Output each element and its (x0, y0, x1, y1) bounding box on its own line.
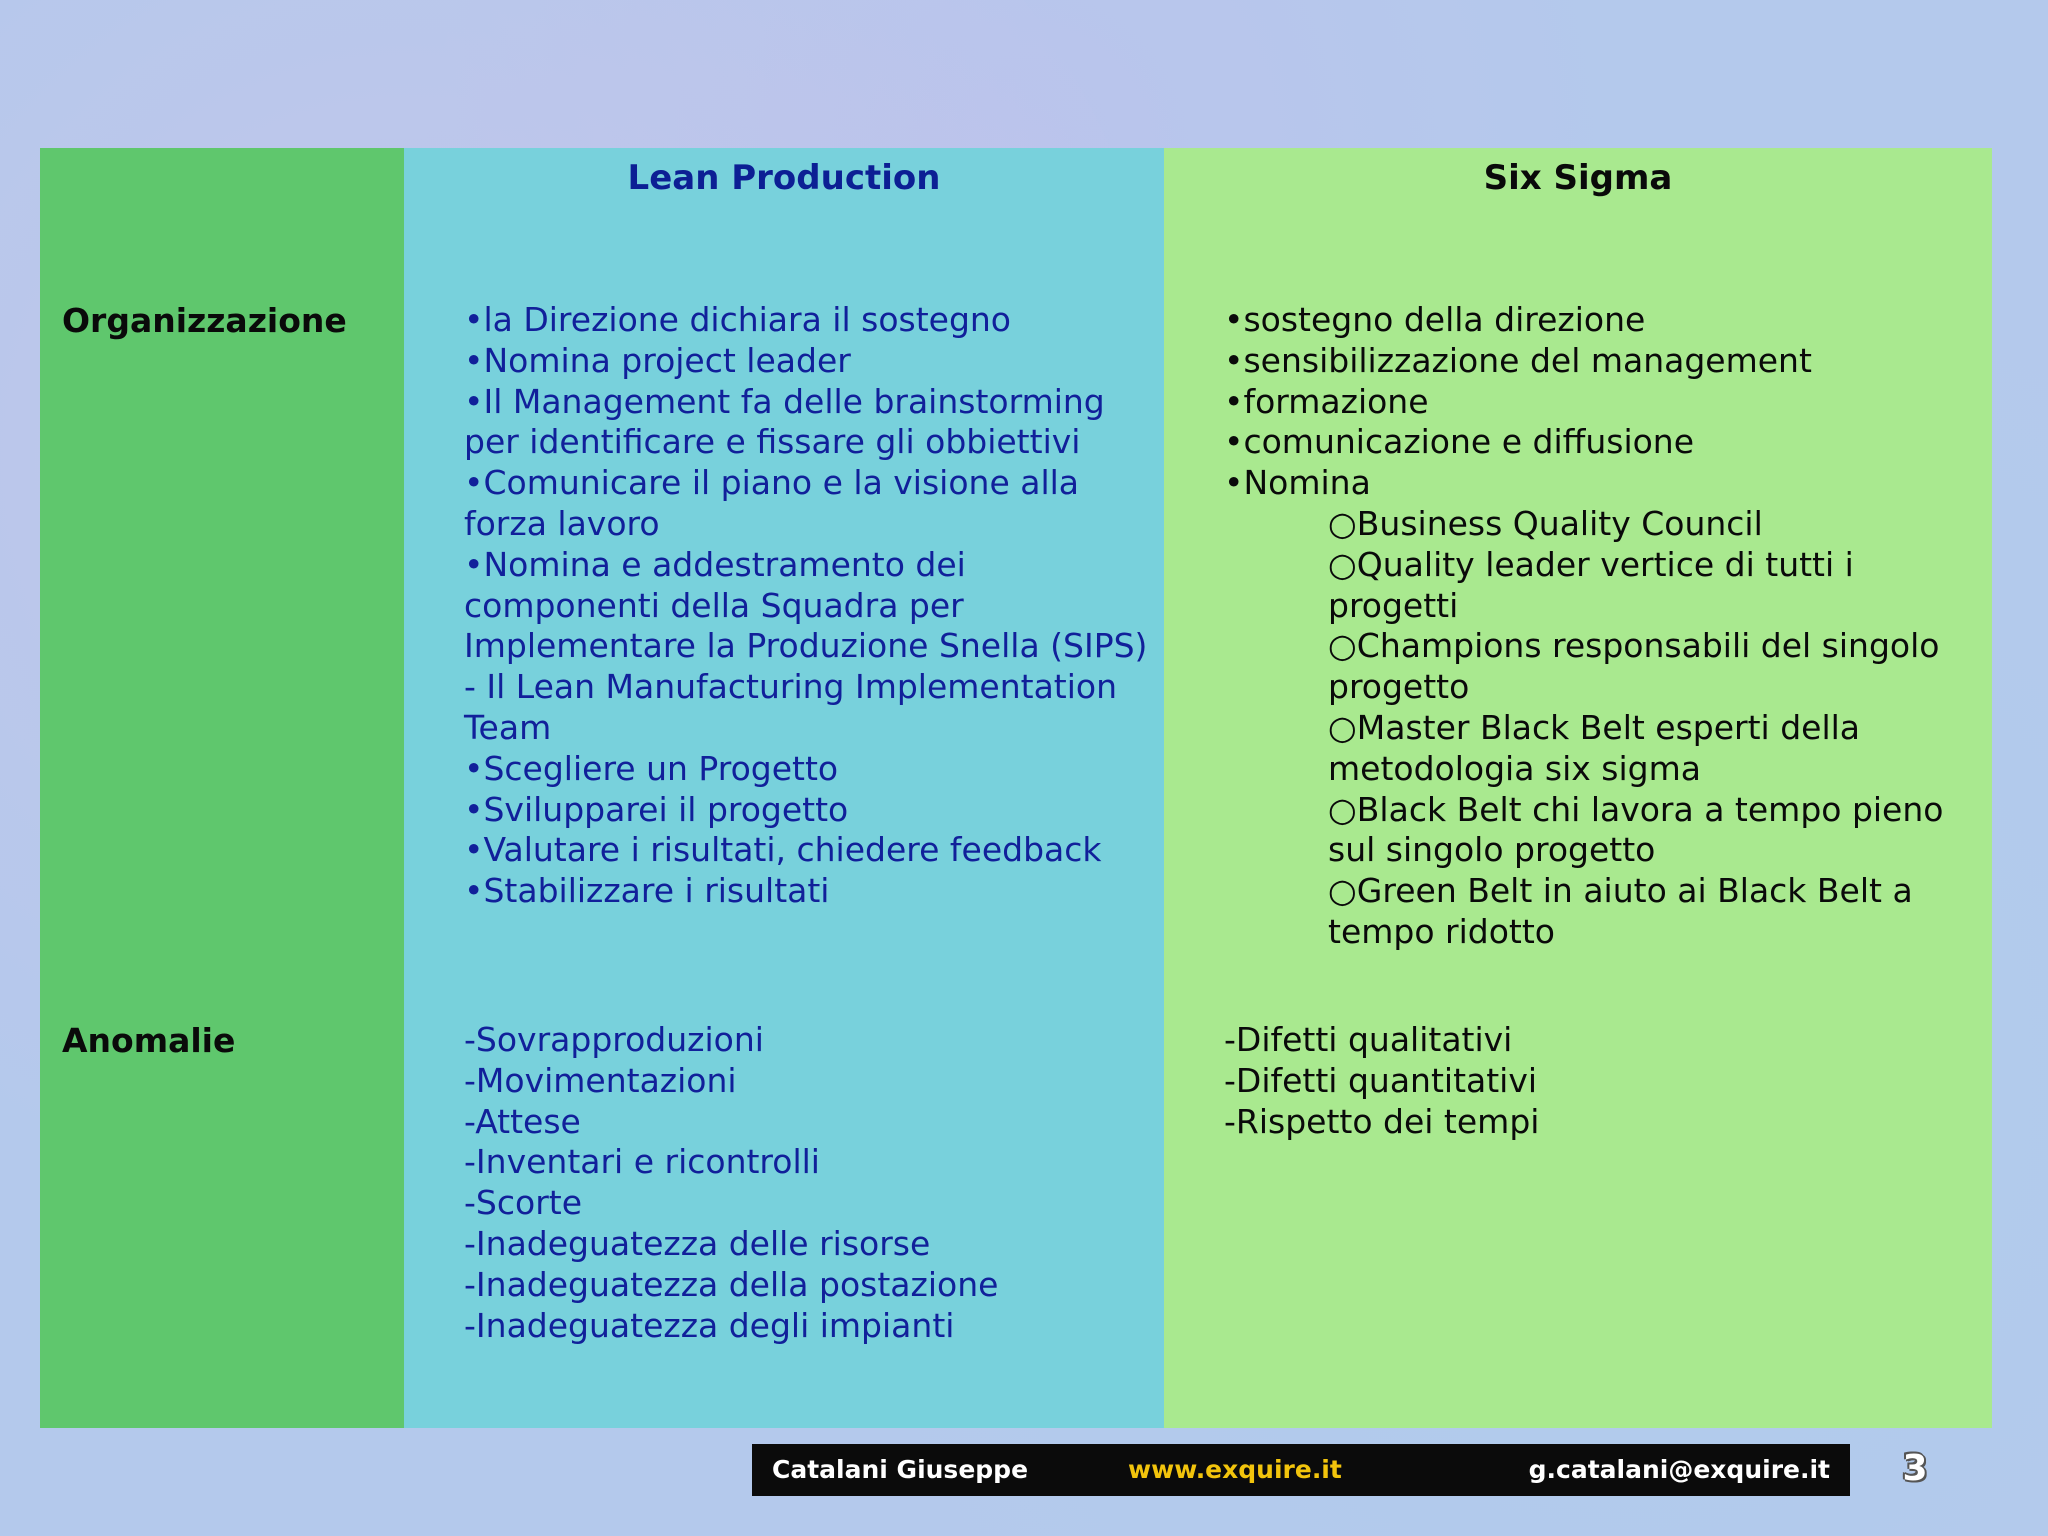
six-anomalie-list (1224, 1020, 1992, 1142)
bullet-icon: • (1224, 381, 1244, 421)
list-item: -Scorte (464, 1183, 583, 1223)
list-item: -Difetti quantitativi (1224, 1060, 1538, 1100)
bullet-icon: • (464, 381, 484, 421)
list-item: -Difetti qualitativi (1224, 1020, 1513, 1059)
bullet-icon: • (464, 871, 484, 911)
list-item: •sensibilizzazione del management (1224, 340, 1812, 380)
bullet-icon: • (464, 830, 484, 870)
bullet-icon: • (1224, 463, 1244, 503)
six-organizzazione-list (1224, 300, 1992, 953)
list-item: •la Direzione dichiara il sostegno (464, 300, 1012, 339)
list-item: •Nomina (1224, 463, 1371, 503)
six-sigma-column (1164, 148, 1992, 1428)
list-item: •comunicazione e diffusione (1224, 422, 1695, 462)
list-item: •Valutare i risultati, chiedere feedback (464, 830, 1102, 870)
bullet-icon: • (1224, 300, 1244, 339)
bullet-icon: • (464, 748, 484, 788)
lean-production-column (404, 148, 1164, 1428)
bullet-icon: • (1224, 340, 1244, 380)
footer-email-link[interactable]: g.catalani@exquire.it (1528, 1455, 1830, 1484)
circle-bullet-icon: ○ (1328, 544, 1357, 584)
circle-bullet-icon: ○ (1328, 503, 1357, 543)
list-item: -Rispetto dei tempi (1224, 1101, 1540, 1141)
list-item: -Sovrapproduzioni (464, 1020, 764, 1059)
list-item: •formazione (1224, 381, 1429, 421)
list-item: •Nomina project leader (464, 340, 851, 380)
lean-anomalie-list (464, 1020, 1164, 1346)
circle-bullet-icon: ○ (1328, 707, 1357, 747)
list-item: -Inadeguatezza degli impianti (464, 1305, 955, 1345)
circle-bullet-icon: ○ (1328, 789, 1357, 829)
footer-author-name: Catalani Giuseppe (772, 1455, 1029, 1484)
row-label-anomalie: Anomalie (62, 1021, 236, 1060)
list-item: •Stabilizzare i risultati (464, 871, 830, 911)
row-label-column (40, 148, 404, 1428)
bullet-icon: • (464, 544, 484, 584)
footer-bar (752, 1444, 1850, 1496)
sub-list-item: ○Business Quality Council (1328, 503, 1763, 543)
list-item: -Inadeguatezza della postazione (464, 1264, 999, 1304)
page-number: 3 (1902, 1448, 1928, 1489)
bullet-icon: • (464, 463, 484, 503)
list-item: •Il Management fa delle brainstorming per identificare e fissare gli obbiettivi (464, 381, 1105, 462)
bullet-icon: • (464, 300, 484, 339)
list-item: -Movimentazioni (464, 1060, 737, 1100)
sub-list-item: ○Master Black Belt esperti della metodologia six sigma (1328, 707, 1861, 788)
circle-bullet-icon: ○ (1328, 871, 1357, 911)
bullet-icon: • (464, 789, 484, 829)
list-item: -Inadeguatezza delle risorse (464, 1223, 931, 1263)
sub-list-item: ○Quality leader vertice di tutti i progetti (1328, 544, 1854, 625)
row-label-organizzazione: Organizzazione (62, 301, 347, 340)
bullet-icon: • (1224, 422, 1244, 462)
sub-list-item: ○Green Belt in aiuto ai Black Belt a tempo ridotto (1328, 871, 1913, 951)
six-sigma-header: Six Sigma (1483, 158, 1673, 198)
lean-organizzazione-list (464, 300, 1164, 912)
footer-website-link[interactable]: www.exquire.it (1128, 1455, 1342, 1484)
list-item: •Comunicare il piano e la visione alla forza lavoro (464, 463, 1080, 543)
circle-bullet-icon: ○ (1328, 626, 1357, 666)
sub-list-item: ○Champions responsabili del singolo progetto (1328, 626, 1940, 707)
list-item: •Scegliere un Progetto (464, 748, 839, 788)
bullet-icon: • (464, 340, 484, 380)
list-item: -Inventari e ricontrolli (464, 1142, 820, 1182)
list-item: •Nomina e addestramento dei componenti della Squadra per Implementare la Produzione Snella (SIPS) - Il Lean Manufacturing Implementation Team (464, 544, 1148, 747)
lean-production-header: Lean Production (627, 158, 941, 198)
list-item: •sostegno della direzione (1224, 300, 1646, 339)
sub-list-item: ○Black Belt chi lavora a tempo pieno sul singolo progetto (1328, 789, 1944, 870)
list-item: -Attese (464, 1101, 581, 1141)
comparison-table (40, 148, 1992, 1428)
list-item: •Svilupparei il progetto (464, 789, 849, 829)
